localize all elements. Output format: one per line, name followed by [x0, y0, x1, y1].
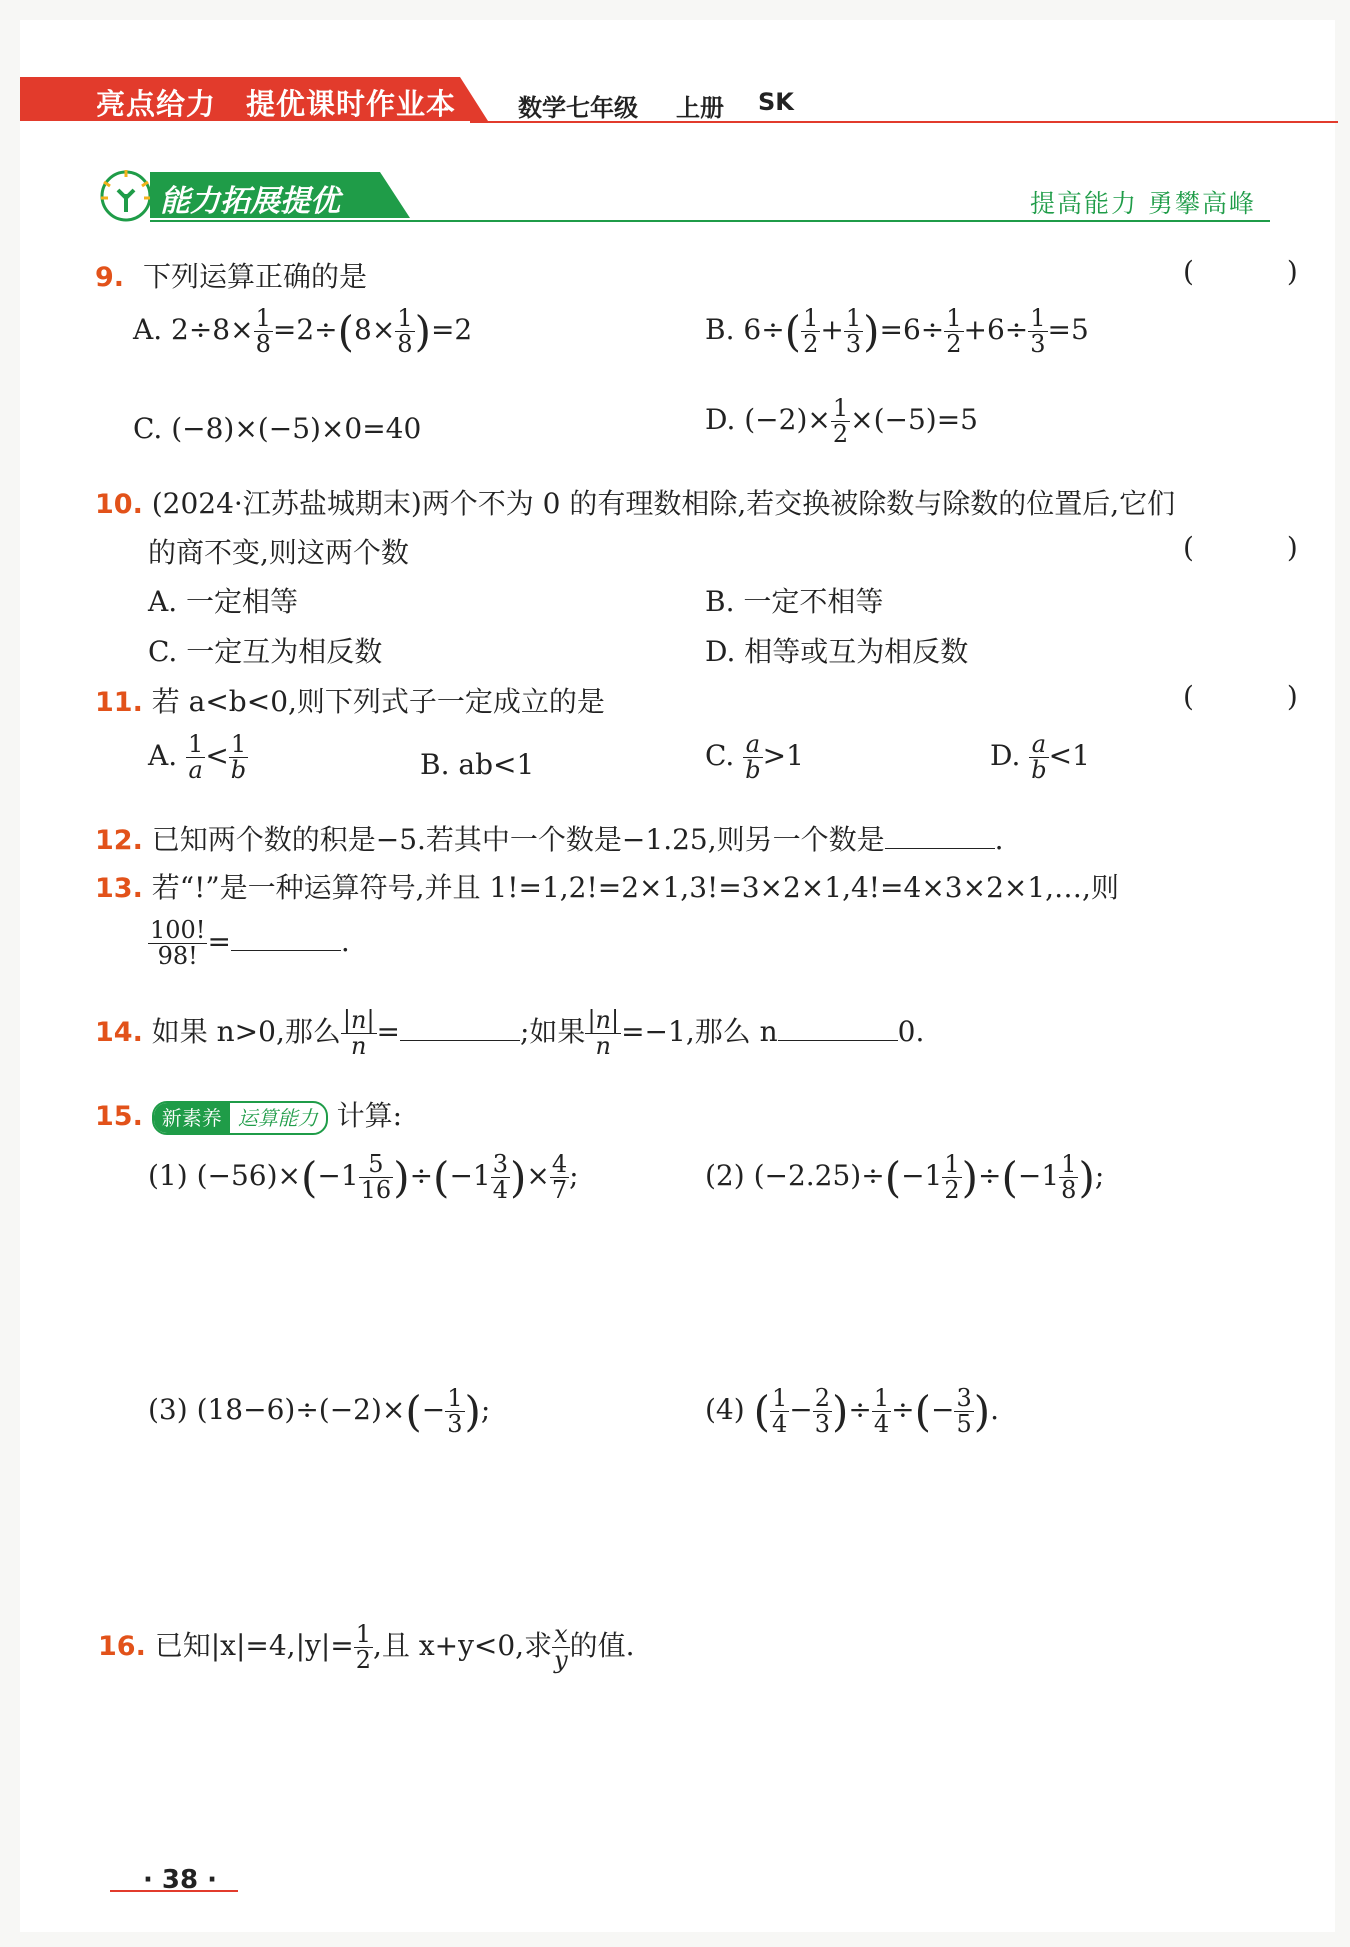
q9-option-c: C. (−8)×(−5)×0=40: [133, 412, 422, 445]
q9-number: 9.: [95, 262, 125, 293]
q15-part-4: (4) ( $\frac{1}{4}$ − $\frac{2}{3}$ )÷ $\frac{1}{4}$ ÷(− $\frac{3}{5}$ ).: [705, 1384, 1000, 1439]
q12-answer-blank[interactable]: [885, 822, 995, 849]
q9-stem: 下列运算正确的是: [142, 260, 367, 293]
q11-option-c: C. $\frac{a}{b}$ >1: [705, 730, 804, 785]
q10-option-d: D. 相等或互为相反数: [705, 635, 969, 668]
q13-stem-line: [95, 866, 1119, 906]
q9-option-b: B. 6÷( $\frac{1}{2}$ + $\frac{1}{3}$ )=6÷ $\frac{1}{2}$ +6÷ $\frac{1}{3}$ =5: [705, 304, 1089, 359]
q12-line: 12. 已知两个数的积是−5.若其中一个数是−1.25,则另一个数是 .: [95, 823, 1004, 856]
q13-number: 13.: [95, 873, 143, 904]
header-subject: 数学七年级: [518, 94, 638, 122]
q12-number: 12.: [95, 825, 143, 856]
q14-answer-blank-1[interactable]: [400, 1014, 520, 1041]
header-brand: 亮点给力: [96, 87, 217, 121]
q16-number: 16.: [98, 1631, 146, 1663]
q10-stem1: (2024·江苏盐城期末)两个不为 0 的有理数相除,若交换被除数与除数的位置后,它们: [151, 487, 1176, 520]
q15-part-2: (2) (−2.25)÷(−1 $\frac{1}{2}$ )÷(−1 $\frac{1}{8}$ );: [705, 1150, 1105, 1205]
q16-line: 16. 已知|x|=4,|y|= $\frac{1}{2}$ ,且 x+y<0,求 $\frac{x}{y}$ 的值.: [98, 1620, 635, 1675]
q9-option-a: A. 2÷8× $\frac{1}{8}$ =2÷(8× $\frac{1}{8}$ )=2: [133, 304, 473, 359]
q10-stem2: 的商不变,则这两个数: [148, 536, 409, 569]
q11-option-d: D. $\frac{a}{b}$ <1: [990, 730, 1090, 785]
q11-stem-line: [95, 680, 605, 720]
q14-number: 14.: [95, 1017, 143, 1049]
q14-line: 14. 如果 n>0,那么 $\frac{|n|}{n}$ = ;如果 $\frac{|n|}{n}$ =−1,那么 n 0.: [95, 1006, 925, 1061]
q13-expression: $\frac{100!}{98!}$ = .: [150, 916, 350, 971]
q13-stem: 若“!”是一种运算符号,并且 1!=1,2!=2×1,3!=3×2×1,4!=4×3×2×1,…,则: [151, 871, 1119, 904]
q10-number: 10.: [95, 489, 143, 520]
q15-tag: 新素养 运算能力: [152, 1101, 328, 1135]
q10-stem-line1: [95, 482, 1175, 522]
section-title: 能力拓展提优: [160, 184, 340, 219]
q11-number: 11.: [95, 687, 143, 718]
q11-paren: ( ): [1183, 680, 1340, 713]
q11-option-b: B. ab<1: [420, 748, 535, 781]
q9-paren: ( ): [1183, 255, 1340, 288]
section-rule: [150, 220, 1270, 222]
q12-stem: 已知两个数的积是−5.若其中一个数是−1.25,则另一个数是: [151, 823, 885, 856]
q9-option-d: D. (−2)× $\frac{1}{2}$ ×(−5)=5: [705, 394, 978, 449]
q11-stem: 若 a<b<0,则下列式子一定成立的是: [151, 685, 605, 718]
header-volume: 上册: [676, 94, 724, 122]
page-number: · 38 ·: [143, 1865, 218, 1895]
q15-part-1: (1) (−56)×(−1 $\frac{5}{16}$ )÷(−1 $\frac{3}{4}$ )× $\frac{4}{7}$ ;: [148, 1150, 579, 1205]
q15-number: 15.: [95, 1101, 143, 1132]
q10-paren: ( ): [1183, 531, 1340, 564]
header-edition: SK: [758, 88, 794, 116]
section-slogan: 提高能力 勇攀高峰: [1030, 189, 1256, 218]
q11-option-a: A. $\frac{1}{a}$ < $\frac{1}{b}$: [148, 730, 247, 785]
q13-answer-blank[interactable]: [231, 924, 341, 951]
q15-part-3: (3) (18−6)÷(−2)×(− $\frac{1}{3}$ );: [148, 1384, 491, 1439]
q10-option-a: A. 一定相等: [148, 585, 299, 618]
q14-answer-blank-2[interactable]: [778, 1014, 898, 1041]
q9-stem-line: [95, 255, 367, 295]
header-series: 提优课时作业本: [246, 87, 457, 121]
q15-stem-line: [95, 1094, 402, 1135]
q10-option-b: B. 一定不相等: [705, 585, 884, 618]
q15-stem: 计算:: [336, 1099, 403, 1132]
lightbulb-icon: [98, 168, 154, 224]
q10-option-c: C. 一定互为相反数: [148, 635, 383, 668]
